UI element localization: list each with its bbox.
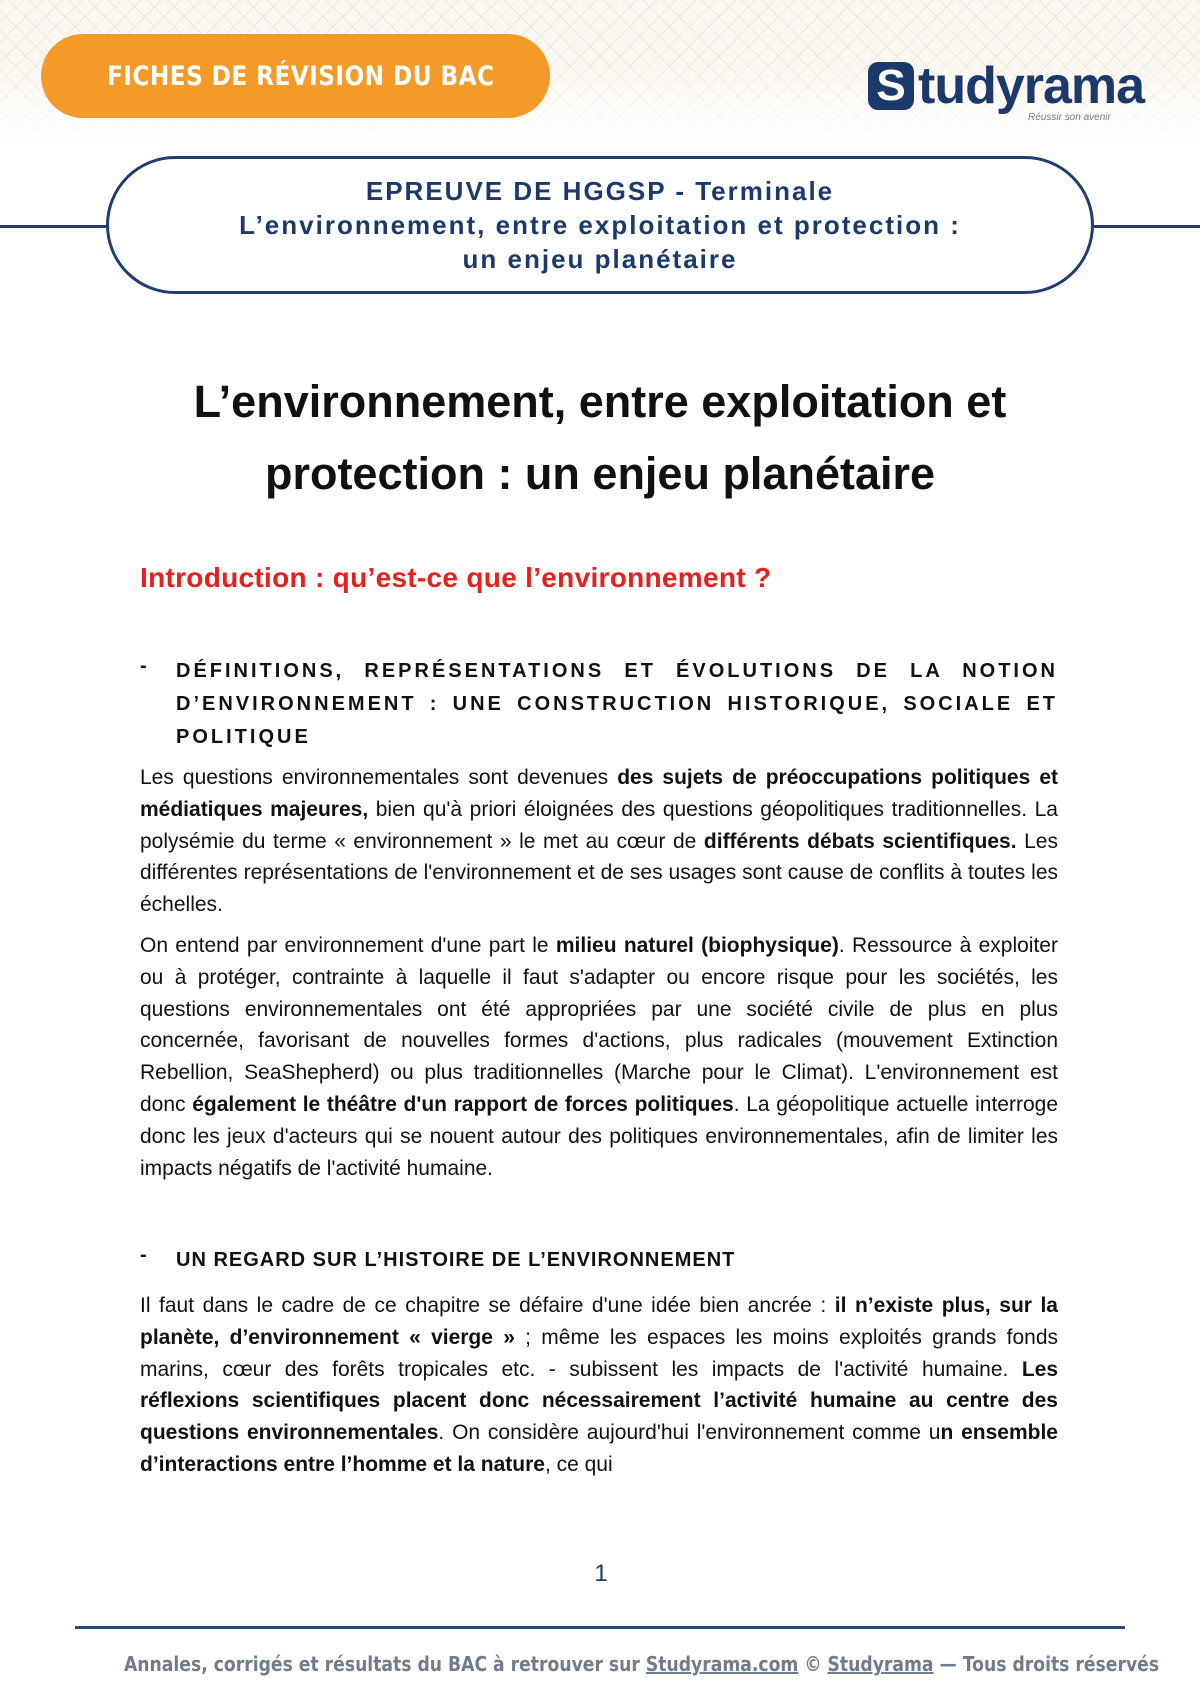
logo-wordmark: tudyrama [918, 57, 1145, 115]
document-title [100, 366, 1100, 510]
banner-label: FICHES DE RÉVISION DU BAC [107, 60, 495, 92]
exam-title-line-2: L’environnement, entre exploitation et protection : [239, 210, 961, 240]
logo-s-icon: S [868, 62, 914, 110]
paragraph-questions-environnementales: Les questions environnementales sont devenues des sujets de préoccupations politiques et médiatiques majeures, bien qu'à priori éloignées des questions géopolitiques traditionnelles. La polysémie du terme « environnement » le met au cœur de différents débats scientifiques. Les différentes représentations de l'environnement et de ses usages sont cause de conflits à toutes les échelles. [140, 766, 1058, 917]
section-heading-histoire [140, 1244, 1058, 1277]
revision-banner [41, 34, 550, 118]
footer-text: Annales, corrigés et résultats du BAC à retrouver sur [124, 1652, 646, 1676]
footer-link-studyrama[interactable]: Studyrama [827, 1652, 934, 1676]
bullet-dash: - [140, 1244, 147, 1266]
section-heading-text: DÉFINITIONS, REPRÉSENTATIONS ET ÉVOLUTIONS DE LA NOTION D’ENVIRONNEMENT : UNE CONSTRUCTION HISTORIQUE, SOCIALE ET POLITIQUE [176, 660, 1058, 748]
exam-title-line-3: un enjeu planétaire [462, 244, 738, 274]
footer-rights: — Tous droits réservés [933, 1652, 1160, 1676]
studyrama-logo[interactable] [868, 54, 1168, 123]
paragraph-environnement-vierge: Il faut dans le cadre de ce chapitre se défaire d'une idée bien ancrée : il n’existe plus, sur la planète, d’environnement « vierge » ; même les espaces les moins exploités grands fonds marins, cœur des forêts tropicales etc. - subissent les impacts de l'activité humaine. Les réflexions scientifiques placent donc nécessairement l’activité humaine au centre des questions environnementales. On considère aujourd'hui l'environnement comme un ensemble d’interactions entre l’homme et la nature, ce qui [140, 1294, 1058, 1476]
introduction-heading: Introduction : qu’est-ce que l’environnement ? [140, 562, 772, 593]
footer [124, 1652, 1160, 1682]
exam-title-line-1: EPREUVE DE HGGSP - Terminale [365, 176, 835, 206]
footer-link-studyrama-com[interactable]: Studyrama.com [645, 1652, 799, 1676]
section-heading-definitions [140, 655, 1058, 754]
header-rule-left [0, 225, 110, 228]
header-rule-right [1090, 225, 1200, 228]
logo-tagline: Réussir son avenir [1028, 112, 1111, 123]
exam-title-box [106, 156, 1094, 294]
paragraph-milieu-naturel: On entend par environnement d'une part le milieu naturel (biophysique). Ressource à exploiter ou à protéger, contrainte à laquelle il faut s'adapter ou encore risque pour les sociétés, les questions environnementales ont été appropriées par une société civile de plus en plus concernée, favorisant de nouvelles formes d'actions, plus radicales (mouvement Extinction Rebellion, SeaShepherd) ou plus traditionnelles (Marche pour le Climat). L'environnement est donc également le théâtre d'un rapport de forces politiques. La géopolitique actuelle interroge donc les jeux d'acteurs qui se nouent autour des politiques environnementales, afin de limiter les impacts négatifs de l'activité humaine. [140, 934, 1059, 1180]
section-heading-text: UN REGARD SUR L’HISTOIRE DE L’ENVIRONNEMENT [176, 1249, 736, 1271]
bullet-dash: - [140, 655, 147, 677]
document-title-line-1: L’environnement, entre exploitation et [193, 376, 1007, 427]
footer-copyright: © [798, 1652, 828, 1676]
document-title-line-2: protection : un enjeu planétaire [264, 448, 936, 499]
footer-rule [75, 1626, 1125, 1629]
page-number: 1 [594, 1560, 608, 1587]
